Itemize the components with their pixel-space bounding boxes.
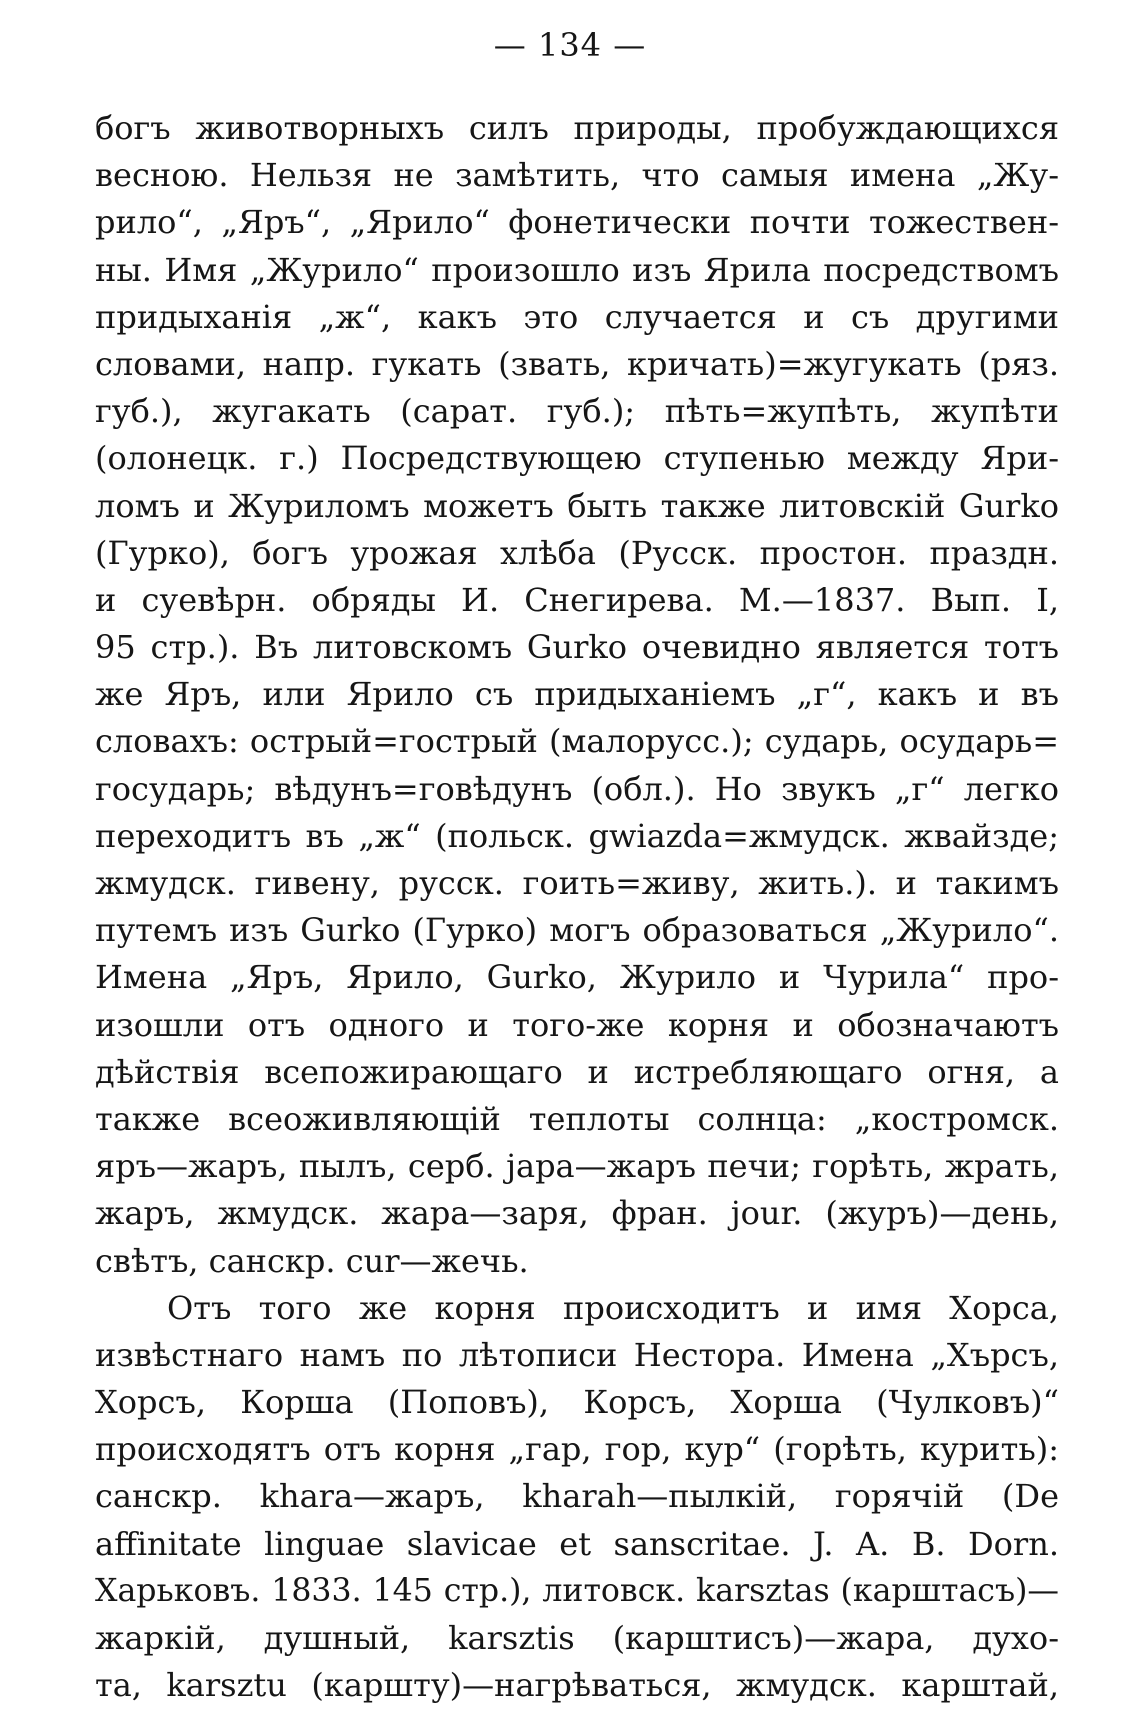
text-line: происходятъ отъ корня „гар, гор, кур“ (горѣть, курить): <box>95 1430 1059 1469</box>
text-line: 95 стр.). Въ литовскомъ Gurko очевидно является тотъ <box>95 628 1059 667</box>
text-line: губ.), жугакать (сарат. губ.); пѣть=жупѣть, жупѣти <box>95 392 1059 431</box>
text-line: (олонецк. г.) Посредствующею ступенью между Яри- <box>95 439 1059 478</box>
text-line: весною. Нельзя не замѣтить, что самыя имена „Жу- <box>95 156 1059 195</box>
text-line: придыханія „ж“, какъ это случается и съ другими <box>95 297 1059 336</box>
text-line: рило“, „Яръ“, „Ярило“ фонетически почти тожествен- <box>95 203 1059 242</box>
text-line: жаръ, жмудск. жара—заря, фран. jour. (журъ)—день, <box>95 1194 1059 1233</box>
text-line: санскр. khara—жаръ, kharah—пылкій, горячій (De <box>95 1477 1059 1516</box>
text-line: (Гурко), богъ урожая хлѣба (Русск. простон. праздн. <box>95 533 1059 572</box>
text-line: ломъ и Журиломъ можетъ быть также литовскій Gurko <box>95 486 1059 525</box>
text-line: и суевѣрн. обряды И. Снегирева. М.—1837. Вып. I, <box>95 580 1059 619</box>
text-line: жмудск. гивену, русск. гоить=живу, жить.). и такимъ <box>95 864 1059 902</box>
text-line: государь; вѣдунъ=говѣдунъ (обл.). Но звукъ „г“ легко <box>95 769 1059 808</box>
text-line: яръ—жаръ, пылъ, серб. јара—жаръ печи; горѣть, жрать, <box>95 1147 1059 1186</box>
text-line: также всеоживляющій теплоты солнца: „костромск. <box>95 1099 1059 1138</box>
page-number: — 134 — <box>493 26 647 64</box>
paragraph-end-line: свѣтъ, санскр. cur—жечь. <box>95 1241 529 1280</box>
text-line: Имена „Яръ, Ярило, Gurko, Журило и Чурила“ про- <box>95 958 1059 997</box>
text-line: изошли отъ одного и того-же корня и обозначаютъ <box>95 1005 1059 1044</box>
text-line: богъ животворныхъ силъ природы, пробуждающихся <box>95 109 1059 147</box>
text-line: affinitate linguae slavicae et sanscritae. J. A. B. Dorn. <box>95 1524 1059 1563</box>
text-line: Харьковъ. 1833. 145 стр.), литовск. karsztas (карштасъ)— <box>95 1572 1059 1609</box>
text-line: переходитъ въ „ж“ (польск. gwiazda=жмудск. жвайзде; <box>95 816 1059 855</box>
text-line: же Яръ, или Ярило съ придыханіемъ „г“, какъ и въ <box>95 675 1059 714</box>
text-line: жаркій, душный, karsztis (карштисъ)—жара, духо- <box>95 1619 1059 1657</box>
body-text <box>95 105 1059 1709</box>
text-line: путемъ изъ Gurko (Гурко) могъ образоваться „Журило“. <box>95 911 1059 950</box>
text-line: та, karsztu (каршту)—нагрѣваться, жмудск. карштай, <box>95 1666 1059 1705</box>
paragraph-start-line: Отъ того же корня происходитъ и имя Хорса, <box>167 1288 1059 1327</box>
text-line: ны. Имя „Журило“ произошло изъ Ярила посредствомъ <box>95 250 1059 289</box>
text-line: извѣстнаго намъ по лѣтописи Нестора. Имена „Хърсъ, <box>95 1335 1059 1374</box>
text-line: словахъ: острый=гострый (малорусс.); сударь, осударь= <box>95 722 1059 761</box>
text-line: дѣйствія всепожирающаго и истребляющаго огня, а <box>95 1052 1059 1091</box>
text-line: Хорсъ, Корша (Поповъ), Корсъ, Хорша (Чулковъ)“ <box>95 1383 1059 1422</box>
text-line: словами, напр. гукать (звать, кричать)=жугукать (ряз. <box>95 344 1059 383</box>
